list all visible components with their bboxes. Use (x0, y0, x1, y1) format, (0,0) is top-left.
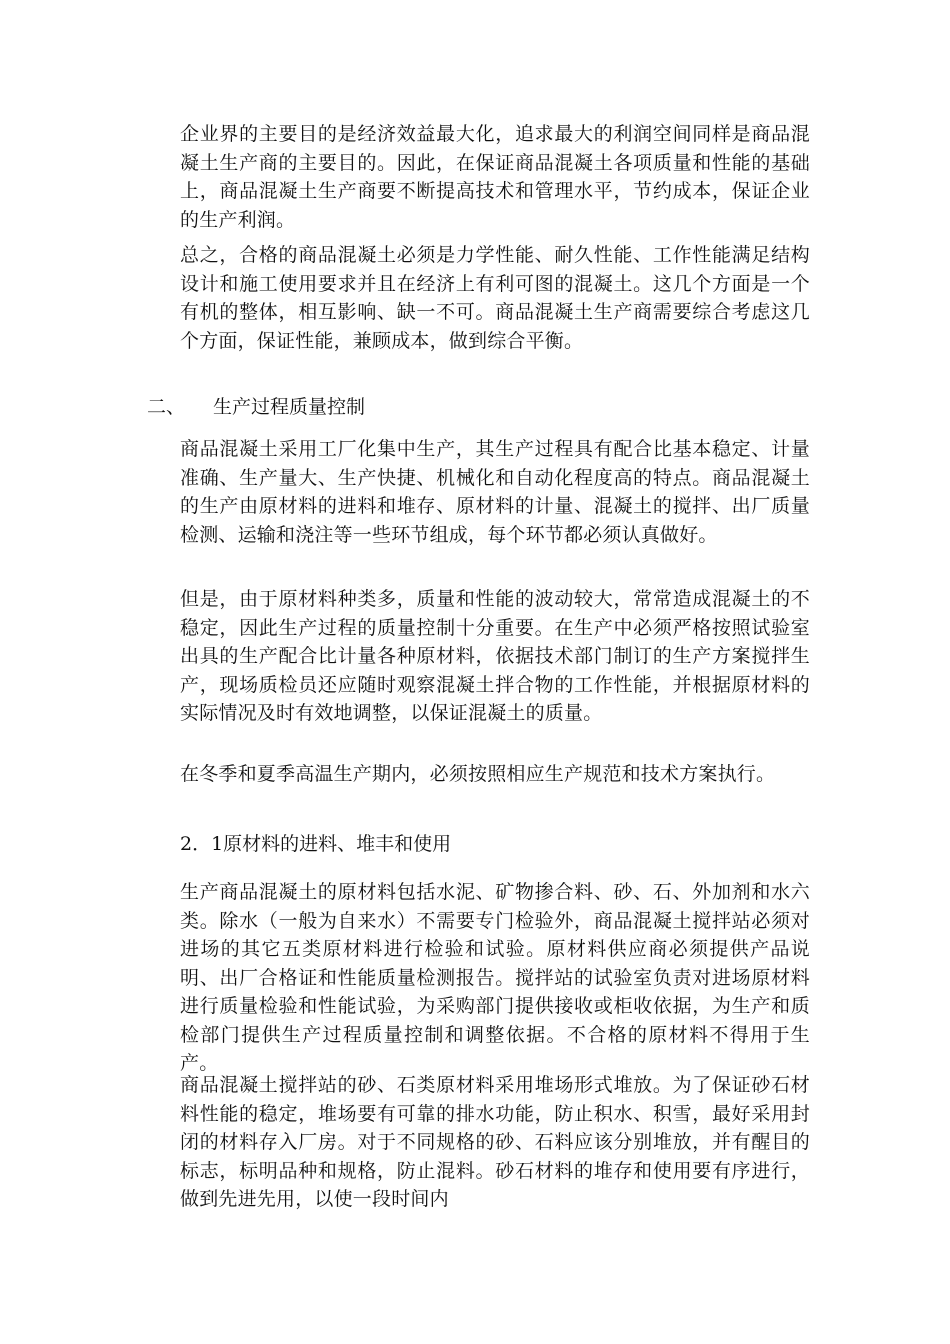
paragraph-6: 生产商品混凝土的原材料包括水泥、矿物掺合料、砂、石、外加剂和水六类。除水（一般为自来水）不需要专门检验外，商品混凝土搅拌站必须对进场的其它五类原材料进行检验和试验。原材料供应商必须提供产品说明、出厂合格证和性能质量检测报告。搅拌站的试验室负责对进场原材料进行质量检验和性能试验，为采购部门提供接收或柜收依据，为生产和质检部门提供生产过程质量控制和调整依据。不合格的原材料不得用于生产。 (180, 881, 810, 1074)
paragraph-5: 在冬季和夏季高温生产期内，必须按照相应生产规范和技术方案执行。 (180, 763, 776, 785)
section-number: 二、 (147, 396, 186, 418)
paragraph-1: 企业界的主要目的是经济效益最大化，追求最大的利润空间同样是商品混凝土生产商的主要目的。因此，在保证商品混凝土各项质量和性能的基础上，商品混凝土生产商要不断提高技术和管理水平，节约成本，保证企业的生产利润。 (180, 123, 810, 231)
paragraph-7: 商品混凝土搅拌站的砂、石类原材料采用堆场形式堆放。为了保证砂石材料性能的稳定，堆场要有可靠的排水功能，防止积水、积雪，最好采用封闭的材料存入厂房。对于不同规格的砂、石料应该分别堆放，并有醒目的标志，标明品种和规格，防止混料。砂石材料的堆存和使用要有序进行，做到先进先用，以使一段时间内 (180, 1074, 810, 1210)
section-title: 生产过程质量控制 (213, 396, 366, 418)
paragraph-2: 总之，合格的商品混凝土必须是力学性能、耐久性能、工作性能满足结构设计和施工使用要求并且在经济上有利可图的混凝土。这几个方面是一个有机的整体，相互影响、缺一不可。商品混凝土生产商需要综合考虑这几个方面，保证性能，兼顾成本，做到综合平衡。 (180, 244, 810, 352)
paragraph-4: 但是，由于原材料种类多，质量和性能的波动较大，常常造成混凝土的不稳定，因此生产过程的质量控制十分重要。在生产中必须严格按照试验室出具的生产配合比计量各种原材料，依据技术部门制订的生产方案搅拌生产，现场质检员还应随时观察混凝土拌合物的工作性能，并根据原材料的实际情况及时有效地调整，以保证混凝土的质量。 (180, 588, 810, 724)
subsection-title: 2．1原材料的进料、堆丰和使用 (180, 833, 452, 855)
paragraph-3: 商品混凝土采用工厂化集中生产，其生产过程具有配合比基本稳定、计量准确、生产量大、生产快捷、机械化和自动化程度高的特点。商品混凝土的生产由原材料的进料和堆存、原材料的计量、混凝土的搅拌、出厂质量检测、运输和浇注等一些环节组成，每个环节都必须认真做好。 (180, 438, 810, 546)
